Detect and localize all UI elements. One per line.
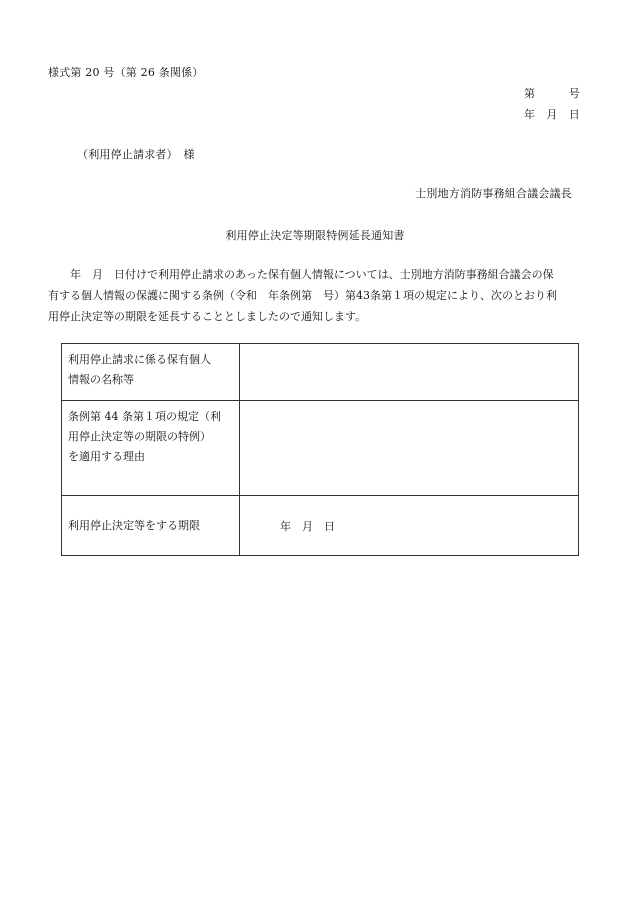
table-row	[62, 401, 579, 496]
table-label-cell	[62, 401, 240, 496]
issue-date-field: 年 月 日	[524, 108, 580, 121]
document-number-field: 第 号	[524, 87, 580, 100]
notice-body-line: 有する個人情報の保護に関する条例（令和 年条例第 号）第43条第１項の規定により、次のとおり利	[48, 289, 557, 302]
table-label-cell	[62, 344, 240, 401]
issuer-name: 士別地方消防事務組合議会議長	[415, 187, 572, 200]
form-number-label: 様式第 20 号（第 26 条関係）	[48, 66, 204, 79]
reason-value-cell	[240, 401, 579, 496]
notice-body	[48, 264, 588, 327]
label-line: 条例第 44 条第１項の規定（利	[68, 410, 221, 423]
info-name-value-cell	[240, 344, 579, 401]
notice-body-line: 用停止決定等の期限を延長することとしましたので通知します。	[48, 310, 367, 323]
table-row	[62, 496, 579, 556]
document-title: 利用停止決定等期限特例延長通知書	[225, 229, 405, 242]
deadline-value-cell: 年 月 日	[240, 496, 579, 556]
table-label-cell	[62, 496, 240, 556]
label-line: 情報の名称等	[68, 373, 134, 386]
label-line: 利用停止決定等をする期限	[68, 518, 200, 532]
addressee-line: （利用停止請求者） 様	[77, 148, 195, 161]
table-row	[62, 344, 579, 401]
label-line: 用停止決定等の期限の特例）	[68, 430, 211, 443]
notice-body-line: 年 月 日付けで利用停止請求のあった保有個人情報については、士別地方消防事務組合議会の保	[70, 268, 554, 281]
label-line: を適用する理由	[68, 450, 145, 463]
extension-details-table	[61, 343, 579, 556]
label-line: 利用停止請求に係る保有個人	[68, 353, 211, 366]
